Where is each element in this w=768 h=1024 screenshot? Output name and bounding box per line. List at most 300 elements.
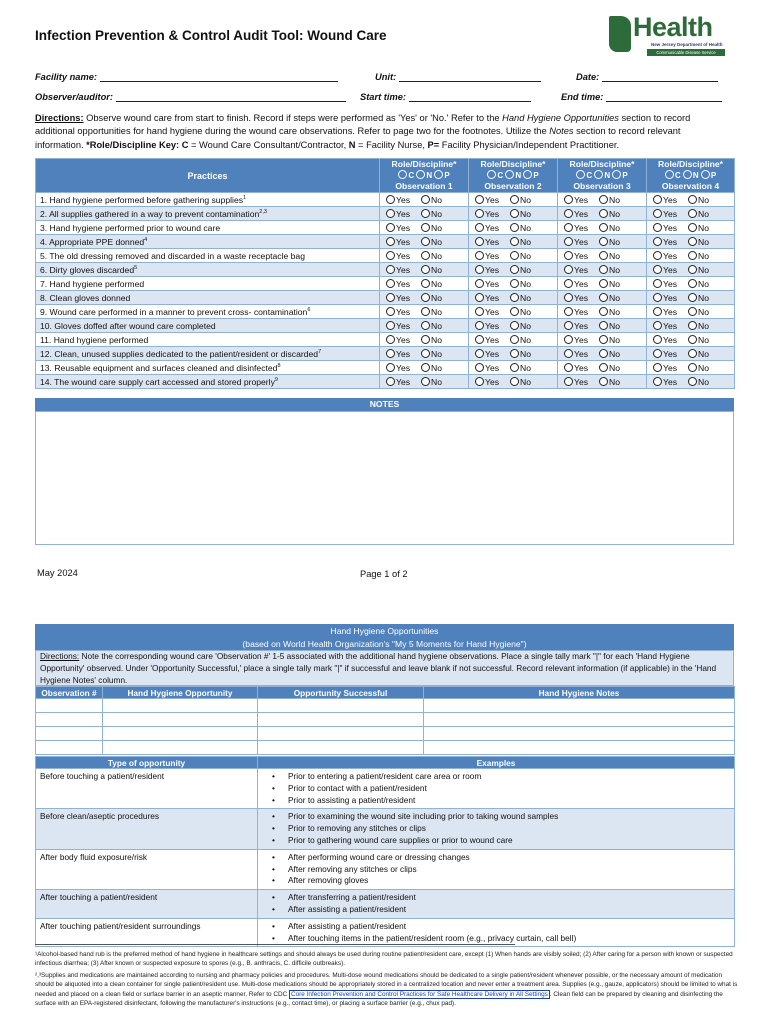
no-radio-icon[interactable]	[510, 293, 519, 302]
yes-radio-icon[interactable]	[653, 237, 662, 246]
practice-row	[36, 305, 735, 319]
no-radio-icon[interactable]	[688, 377, 697, 386]
yes-no-cell	[469, 291, 558, 305]
footnote-text: . Clean field can be prepared by cleaning and disinfecting the surface with an EPA-registered disinfectant, following the manufacturer's instructions (e.g., contact time), or placing a surface barrier (e.g., chux pad).	[35, 990, 723, 1008]
no-radio-icon[interactable]	[510, 237, 519, 246]
no-label: No	[609, 334, 621, 345]
yes-label: Yes	[663, 194, 678, 205]
no-radio-icon[interactable]	[421, 335, 430, 344]
examples-list	[288, 852, 730, 887]
observation-header	[647, 159, 735, 193]
no-radio-icon[interactable]	[599, 321, 608, 330]
yes-radio-icon[interactable]	[386, 377, 395, 386]
yes-radio-icon[interactable]	[386, 209, 395, 218]
yes-radio-icon[interactable]	[564, 251, 573, 260]
example-item: • After removing any stitches or clips	[288, 864, 730, 876]
no-radio-icon[interactable]	[510, 363, 519, 372]
yes-radio-icon[interactable]	[386, 349, 395, 358]
yes-radio-icon[interactable]	[475, 293, 484, 302]
role-radio-icon[interactable]	[523, 170, 532, 179]
no-radio-icon[interactable]	[421, 209, 430, 218]
practice-row	[36, 291, 735, 305]
yes-radio-icon[interactable]	[564, 307, 573, 316]
observation-header	[469, 159, 558, 193]
no-radio-icon[interactable]	[599, 363, 608, 372]
example-item: • After assisting a patient/resident	[288, 904, 730, 916]
yes-radio-icon[interactable]	[653, 307, 662, 316]
yes-label: Yes	[574, 222, 589, 233]
yes-label: Yes	[574, 376, 589, 387]
yes-label: Yes	[396, 194, 411, 205]
footnote-ref: 6	[307, 306, 311, 313]
yes-label: Yes	[574, 264, 589, 275]
no-radio-icon[interactable]	[421, 195, 430, 204]
role-radio-icon[interactable]	[576, 170, 585, 179]
example-item: • Prior to assisting a patient/resident	[288, 795, 730, 807]
no-label: No	[698, 264, 710, 275]
no-label: No	[609, 348, 621, 359]
practices-table	[35, 158, 735, 389]
no-radio-icon[interactable]	[510, 321, 519, 330]
no-radio-icon[interactable]	[421, 237, 430, 246]
no-label: No	[698, 292, 710, 303]
no-radio-icon[interactable]	[599, 265, 608, 274]
no-label: No	[609, 376, 621, 387]
yes-no-cell	[380, 193, 469, 207]
no-radio-icon[interactable]	[599, 279, 608, 288]
role-radio-icon[interactable]	[416, 170, 425, 179]
role-option-label: N	[426, 171, 433, 180]
no-label: No	[431, 306, 443, 317]
no-radio-icon[interactable]	[599, 349, 608, 358]
footnote-ref: 2,3	[259, 208, 267, 215]
hand-hygiene-header	[35, 624, 734, 650]
date-field[interactable]	[576, 72, 718, 82]
role-radio-icon[interactable]	[487, 170, 496, 179]
yes-no-cell	[469, 207, 558, 221]
no-label: No	[698, 236, 710, 247]
yes-radio-icon[interactable]	[653, 321, 662, 330]
no-radio-icon[interactable]	[599, 223, 608, 232]
hand-hygiene-directions	[35, 650, 734, 686]
yes-radio-icon[interactable]	[564, 321, 573, 330]
yes-radio-icon[interactable]	[386, 335, 395, 344]
no-radio-icon[interactable]	[599, 195, 608, 204]
yes-no-cell	[380, 361, 469, 375]
directions-text: Observe wound care from start to finish. Record if steps were performed as 'Yes' or 'No.' Refer to the	[83, 113, 503, 123]
no-radio-icon[interactable]	[510, 279, 519, 288]
example-item: • After performing wound care or dressing changes	[288, 852, 730, 864]
yes-radio-icon[interactable]	[475, 209, 484, 218]
role-option-label: C	[586, 171, 593, 180]
input-cell[interactable]	[424, 699, 735, 713]
opportunity-row	[36, 769, 735, 809]
opportunity-examples	[258, 769, 735, 809]
yes-radio-icon[interactable]	[653, 335, 662, 344]
yes-radio-icon[interactable]	[564, 335, 573, 344]
notes-area[interactable]	[35, 411, 734, 545]
table-row	[36, 699, 735, 713]
no-radio-icon[interactable]	[510, 251, 519, 260]
input-cell[interactable]	[36, 713, 103, 727]
yes-radio-icon[interactable]	[386, 251, 395, 260]
yes-label: Yes	[396, 348, 411, 359]
role-key-label: P=	[427, 139, 440, 150]
role-option-label: N	[604, 171, 611, 180]
role-radio-icon[interactable]	[434, 170, 443, 179]
no-radio-icon[interactable]	[510, 223, 519, 232]
no-label: No	[431, 348, 443, 359]
opportunity-examples	[258, 849, 735, 889]
yes-no-cell	[469, 347, 558, 361]
no-radio-icon[interactable]	[688, 237, 697, 246]
yes-radio-icon[interactable]	[653, 363, 662, 372]
yes-no-cell	[469, 263, 558, 277]
yes-no-cell	[647, 333, 735, 347]
yes-radio-icon[interactable]	[653, 223, 662, 232]
opportunity-examples	[258, 918, 735, 947]
example-item: • Prior to contact with a patient/resident	[288, 783, 730, 795]
footnote-ref: 8	[277, 362, 281, 369]
yes-radio-icon[interactable]	[475, 349, 484, 358]
opportunity-type: Before touching a patient/resident	[36, 769, 258, 809]
cdc-core-practices-link[interactable]: Core Infection Prevention and Control Practices for Safe Healthcare Delivery in All Settings	[291, 990, 548, 998]
no-radio-icon[interactable]	[688, 321, 697, 330]
no-radio-icon[interactable]	[421, 223, 430, 232]
no-label: No	[698, 208, 710, 219]
input-cell[interactable]	[103, 727, 258, 741]
opportunity-examples	[258, 809, 735, 849]
yes-label: Yes	[663, 376, 678, 387]
no-radio-icon[interactable]	[421, 293, 430, 302]
no-radio-icon[interactable]	[688, 307, 697, 316]
yes-radio-icon[interactable]	[386, 321, 395, 330]
observer-line[interactable]	[116, 101, 346, 102]
directions-label: Directions:	[35, 113, 84, 123]
yes-label: Yes	[574, 292, 589, 303]
yes-label: Yes	[663, 306, 678, 317]
yes-radio-icon[interactable]	[386, 237, 395, 246]
input-cell[interactable]	[424, 741, 735, 755]
no-radio-icon[interactable]	[599, 377, 608, 386]
logo-subtitle: New Jersey Department of Health	[651, 42, 723, 47]
role-options	[472, 170, 554, 181]
practice-cell	[36, 319, 380, 333]
yes-label: Yes	[396, 292, 411, 303]
practice-text: 9. Wound care performed in a manner to prevent cross- contamination	[40, 306, 308, 317]
example-item: • After assisting a patient/resident	[288, 921, 730, 933]
no-radio-icon[interactable]	[599, 293, 608, 302]
practice-cell	[36, 361, 380, 375]
example-item: • Prior to gathering wound care supplies or prior to wound care	[288, 835, 730, 847]
no-radio-icon[interactable]	[688, 195, 697, 204]
yes-radio-icon[interactable]	[386, 195, 395, 204]
directions-text: section to record additional opportunities for hand hygiene during the wound care observations. Refer to page two for the footnotes. Utilize the	[35, 113, 691, 137]
yes-label: Yes	[663, 250, 678, 261]
yes-radio-icon[interactable]	[475, 265, 484, 274]
yes-no-cell	[380, 207, 469, 221]
practice-row	[36, 375, 735, 389]
input-cell[interactable]	[36, 727, 103, 741]
practice-text: 5. The old dressing removed and discarded in a waste receptacle bag	[40, 250, 305, 261]
yes-no-cell	[558, 361, 647, 375]
start-time-field[interactable]	[360, 92, 531, 102]
yes-no-cell	[558, 319, 647, 333]
input-cell[interactable]	[258, 713, 424, 727]
col-hh-notes: Hand Hygiene Notes	[424, 687, 735, 699]
role-radio-icon[interactable]	[398, 170, 407, 179]
yes-no-cell	[558, 375, 647, 389]
document-title: Infection Prevention & Control Audit Tool: Wound Care	[35, 28, 387, 43]
end-time-line[interactable]	[606, 101, 722, 102]
role-radio-icon[interactable]	[683, 170, 692, 179]
example-item: • Prior to entering a patient/resident care area or room	[288, 771, 730, 783]
yes-radio-icon[interactable]	[475, 377, 484, 386]
yes-radio-icon[interactable]	[653, 195, 662, 204]
no-label: No	[520, 264, 532, 275]
yes-radio-icon[interactable]	[475, 223, 484, 232]
yes-radio-icon[interactable]	[564, 377, 573, 386]
no-radio-icon[interactable]	[688, 251, 697, 260]
yes-label: Yes	[574, 334, 589, 345]
yes-label: Yes	[485, 362, 500, 373]
yes-radio-icon[interactable]	[386, 363, 395, 372]
role-radio-icon[interactable]	[665, 170, 674, 179]
yes-no-cell	[469, 333, 558, 347]
yes-label: Yes	[485, 334, 500, 345]
yes-no-cell	[558, 207, 647, 221]
header-row	[36, 159, 735, 193]
no-label: No	[698, 194, 710, 205]
yes-label: Yes	[485, 306, 500, 317]
yes-label: Yes	[396, 306, 411, 317]
end-time-label: End time:	[561, 92, 604, 102]
no-radio-icon[interactable]	[510, 335, 519, 344]
role-option-label: C	[408, 171, 415, 180]
yes-no-cell	[380, 347, 469, 361]
yes-radio-icon[interactable]	[564, 195, 573, 204]
yes-radio-icon[interactable]	[386, 279, 395, 288]
col-observation-number: Observation #	[36, 687, 103, 699]
role-discipline-label: Role/Discipline*	[391, 159, 457, 169]
yes-radio-icon[interactable]	[653, 377, 662, 386]
practice-text: 7. Hand hygiene performed	[40, 278, 145, 289]
yes-no-cell	[380, 263, 469, 277]
observation-label: Observation 3	[573, 181, 631, 191]
observer-label: Observer/auditor:	[35, 92, 114, 102]
role-key-text: = Facility Nurse,	[355, 139, 428, 150]
yes-radio-icon[interactable]	[386, 307, 395, 316]
yes-label: Yes	[485, 222, 500, 233]
yes-no-cell	[469, 375, 558, 389]
yes-radio-icon[interactable]	[653, 293, 662, 302]
yes-no-cell	[380, 375, 469, 389]
yes-radio-icon[interactable]	[564, 293, 573, 302]
no-radio-icon[interactable]	[421, 279, 430, 288]
no-radio-icon[interactable]	[599, 237, 608, 246]
no-label: No	[609, 194, 621, 205]
examples-list	[288, 921, 730, 945]
yes-radio-icon[interactable]	[475, 237, 484, 246]
input-cell[interactable]	[36, 699, 103, 713]
yes-no-cell	[469, 277, 558, 291]
unit-field[interactable]	[375, 72, 541, 82]
yes-label: Yes	[574, 236, 589, 247]
practice-row	[36, 319, 735, 333]
footnote-2-3	[35, 971, 740, 1009]
col-opportunity-successful: Opportunity Successful	[258, 687, 424, 699]
facility-name-line[interactable]	[100, 81, 338, 82]
no-label: No	[431, 194, 443, 205]
no-radio-icon[interactable]	[510, 265, 519, 274]
yes-label: Yes	[485, 264, 500, 275]
yes-radio-icon[interactable]	[386, 265, 395, 274]
yes-label: Yes	[663, 278, 678, 289]
no-radio-icon[interactable]	[688, 349, 697, 358]
role-radio-icon[interactable]	[594, 170, 603, 179]
no-radio-icon[interactable]	[688, 265, 697, 274]
yes-label: Yes	[485, 208, 500, 219]
yes-radio-icon[interactable]	[386, 223, 395, 232]
no-radio-icon[interactable]	[510, 377, 519, 386]
role-radio-icon[interactable]	[505, 170, 514, 179]
footnote-ref: 4	[144, 236, 148, 243]
no-radio-icon[interactable]	[599, 335, 608, 344]
yes-no-cell	[647, 277, 735, 291]
no-radio-icon[interactable]	[510, 195, 519, 204]
yes-no-cell	[647, 249, 735, 263]
no-radio-icon[interactable]	[688, 363, 697, 372]
no-radio-icon[interactable]	[421, 251, 430, 260]
no-radio-icon[interactable]	[421, 363, 430, 372]
examples-list	[288, 771, 730, 806]
yes-label: Yes	[396, 376, 411, 387]
yes-radio-icon[interactable]	[653, 265, 662, 274]
practice-cell	[36, 235, 380, 249]
observer-field[interactable]	[35, 92, 346, 102]
practice-text: 14. The wound care supply cart accessed and stored properly	[40, 376, 275, 387]
role-option-label: C	[674, 171, 681, 180]
role-radio-icon[interactable]	[701, 170, 710, 179]
yes-radio-icon[interactable]	[564, 265, 573, 274]
no-radio-icon[interactable]	[688, 335, 697, 344]
yes-radio-icon[interactable]	[564, 209, 573, 218]
yes-radio-icon[interactable]	[475, 307, 484, 316]
no-radio-icon[interactable]	[599, 209, 608, 218]
end-time-field[interactable]	[561, 92, 722, 102]
input-cell[interactable]	[424, 713, 735, 727]
yes-radio-icon[interactable]	[386, 293, 395, 302]
hand-hygiene-title: Hand Hygiene Opportunities	[330, 626, 439, 636]
yes-radio-icon[interactable]	[564, 279, 573, 288]
no-radio-icon[interactable]	[510, 349, 519, 358]
no-radio-icon[interactable]	[421, 349, 430, 358]
observation-label: Observation 4	[661, 181, 720, 191]
role-radio-icon[interactable]	[612, 170, 621, 179]
unit-line[interactable]	[399, 81, 541, 82]
input-cell[interactable]	[103, 699, 258, 713]
yes-no-cell	[380, 291, 469, 305]
no-label: No	[431, 264, 443, 275]
yes-radio-icon[interactable]	[475, 195, 484, 204]
facility-name-field[interactable]	[35, 72, 338, 82]
input-cell[interactable]	[258, 699, 424, 713]
no-radio-icon[interactable]	[421, 307, 430, 316]
yes-radio-icon[interactable]	[475, 363, 484, 372]
no-radio-icon[interactable]	[688, 223, 697, 232]
input-cell[interactable]	[424, 727, 735, 741]
no-radio-icon[interactable]	[510, 209, 519, 218]
yes-radio-icon[interactable]	[475, 335, 484, 344]
yes-radio-icon[interactable]	[564, 349, 573, 358]
yes-radio-icon[interactable]	[475, 251, 484, 260]
no-label: No	[609, 222, 621, 233]
yes-radio-icon[interactable]	[564, 363, 573, 372]
yes-radio-icon[interactable]	[475, 279, 484, 288]
yes-label: Yes	[485, 348, 500, 359]
no-label: No	[698, 306, 710, 317]
hh-directions-label: Directions:	[40, 651, 80, 661]
logo-division: Communicable Disease Service	[647, 49, 725, 56]
no-radio-icon[interactable]	[599, 307, 608, 316]
input-cell[interactable]	[258, 741, 424, 755]
yes-no-cell	[647, 291, 735, 305]
yes-label: Yes	[485, 278, 500, 289]
yes-radio-icon[interactable]	[564, 223, 573, 232]
yes-radio-icon[interactable]	[653, 209, 662, 218]
no-label: No	[698, 250, 710, 261]
practice-row	[36, 221, 735, 235]
no-label: No	[609, 362, 621, 373]
input-cell[interactable]	[36, 741, 103, 755]
directions-paragraph	[35, 112, 725, 152]
yes-radio-icon[interactable]	[475, 321, 484, 330]
no-radio-icon[interactable]	[421, 321, 430, 330]
footer-date: May 2024	[37, 568, 78, 578]
no-radio-icon[interactable]	[688, 293, 697, 302]
yes-no-cell	[558, 221, 647, 235]
input-cell[interactable]	[103, 713, 258, 727]
no-radio-icon[interactable]	[599, 251, 608, 260]
practice-text: 12. Clean, unused supplies dedicated to the patient/resident or discarded	[40, 348, 319, 359]
no-label: No	[609, 250, 621, 261]
no-radio-icon[interactable]	[421, 265, 430, 274]
input-cell[interactable]	[258, 727, 424, 741]
yes-radio-icon[interactable]	[653, 251, 662, 260]
no-radio-icon[interactable]	[688, 209, 697, 218]
no-label: No	[520, 292, 532, 303]
role-options	[383, 170, 465, 181]
no-label: No	[520, 236, 532, 247]
no-radio-icon[interactable]	[421, 377, 430, 386]
yes-no-cell	[469, 193, 558, 207]
yes-radio-icon[interactable]	[653, 349, 662, 358]
no-label: No	[520, 348, 532, 359]
yes-label: Yes	[574, 208, 589, 219]
yes-label: Yes	[396, 334, 411, 345]
no-radio-icon[interactable]	[510, 307, 519, 316]
yes-radio-icon[interactable]	[564, 237, 573, 246]
yes-radio-icon[interactable]	[653, 279, 662, 288]
practice-row	[36, 277, 735, 291]
practice-cell	[36, 193, 380, 207]
yes-no-cell	[469, 361, 558, 375]
no-label: No	[520, 250, 532, 261]
input-cell[interactable]	[103, 741, 258, 755]
date-line[interactable]	[602, 81, 718, 82]
no-radio-icon[interactable]	[688, 279, 697, 288]
start-time-line[interactable]	[409, 101, 531, 102]
